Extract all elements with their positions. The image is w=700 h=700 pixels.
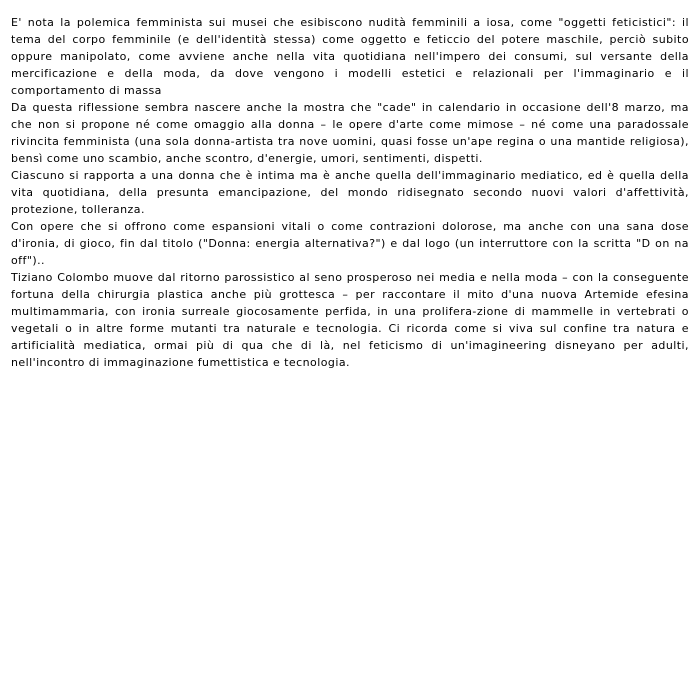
article-body — [11, 14, 689, 371]
paragraph-2: Da questa riflessione sembra nascere anche la mostra che "cade" in calendario in occasione dell'8 marzo, ma che non si propone né come omaggio alla donna – le opere d'arte come mimose – né come una paradossale rivincita femminista (una sola donna-artista tra nove uomini, quasi fosse un'ape regina o una mantide religiosa), bensì come uno scambio, anche scontro, d'energie, umori, sentimenti, dispetti. — [11, 101, 689, 165]
paragraph-5: Tiziano Colombo muove dal ritorno parossistico al seno prosperoso nei media e nella moda – con la conseguente fortuna della chirurgia plastica anche più grottesca – per raccontare il mito d'una nuova Artemide efesina multimammaria, con ironia surreale giocosamente perfida, in una prolifera-zione di mammelle in vertebrati o vegetali o in altre forme mutanti tra naturale e tecnologia. Ci ricorda come si viva sul confine tra natura e artificialità mediatica, ormai più di qua che di là, nel feticismo di un'imagineering disneyano per adulti, nell'incontro di immaginazione fumettistica e tecnologia. — [11, 271, 689, 369]
paragraph-1: E' nota la polemica femminista sui musei che esibiscono nudità femminili a iosa, come "oggetti feticistici": il tema del corpo femminile (e dell'identità stessa) come oggetto e feticcio del potere maschile, perciò subito oppure manipolato, come avviene anche nella vita quotidiana nell'impero dei consumi, sul versante della mercificazione e della moda, da dove vengono i modelli estetici e relazionali per l'immaginario e il comportamento di massa — [11, 16, 689, 97]
paragraph-4: Con opere che si offrono come espansioni vitali o come contrazioni dolorose, ma anche con una sana dose d'ironia, di gioco, fin dal titolo ("Donna: energia alternativa?") e dal logo (un interruttore con la scritta "D on na off").. — [11, 220, 689, 267]
paragraph-3: Ciascuno si rapporta a una donna che è intima ma è anche quella dell'immaginario mediatico, ed è quella della vita quotidiana, della presunta emancipazione, del mondo ridisegnato secondo nuovi valori d'affettività, protezione, tolleranza. — [11, 169, 689, 216]
